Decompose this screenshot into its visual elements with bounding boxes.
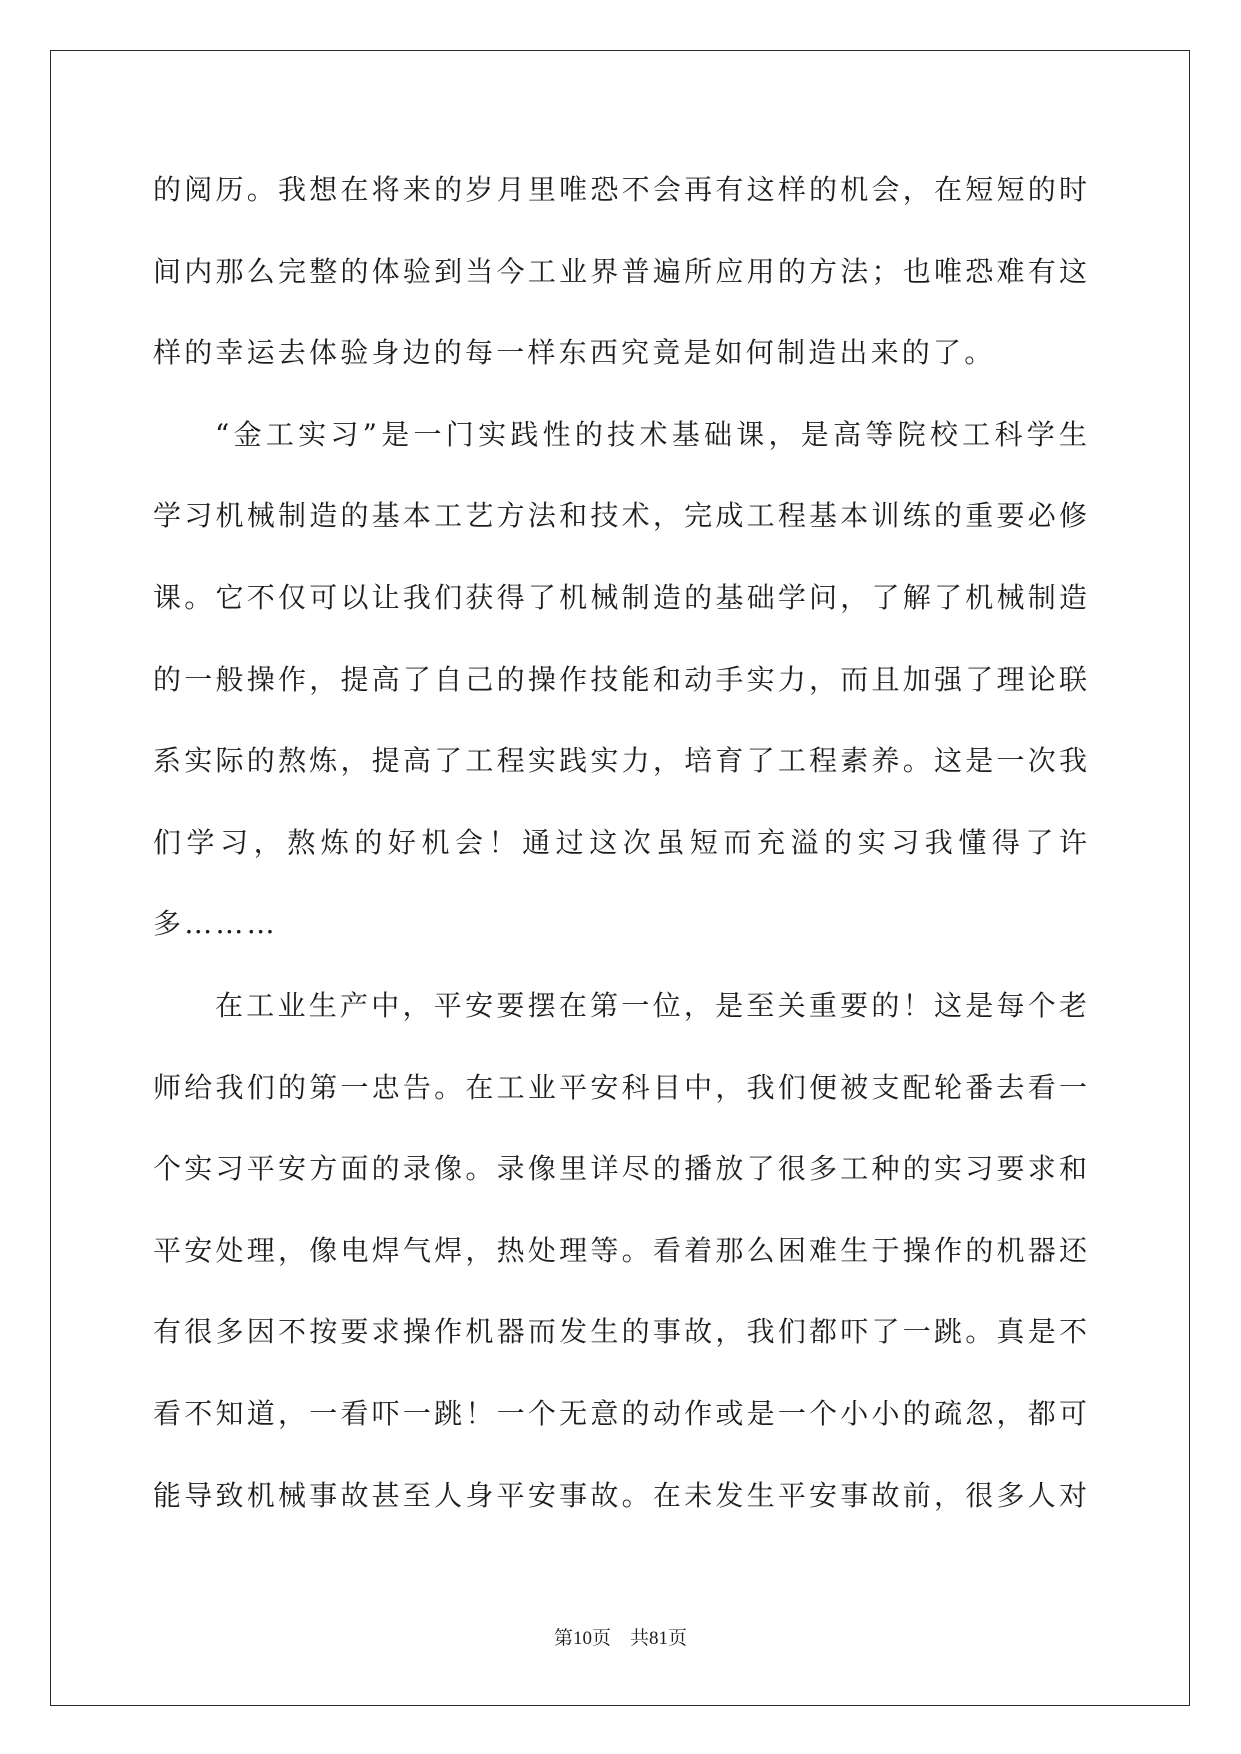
text-line: 系实际的熬炼，提高了工程实践实力，培育了工程素养。这是一次我	[153, 744, 1089, 778]
text-line: 的一般操作，提高了自己的操作技能和动手实力，而且加强了理论联	[153, 662, 1089, 696]
text-line: 样的幸运去体验身边的每一样东西究竟是如何制造出来的了。	[153, 336, 996, 370]
text-line: 课。它不仅可以让我们获得了机械制造的基础学问，了解了机械制造	[153, 580, 1089, 614]
text-line: 在工业生产中，平安要摆在第一位，是至关重要的！这是每个老	[215, 988, 1089, 1022]
text-line: 学习机械制造的基本工艺方法和技术，完成工程基本训练的重要必修	[153, 499, 1089, 533]
text-line: 个实习平安方面的录像。录像里详尽的播放了很多工种的实习要求和	[153, 1152, 1089, 1186]
document-body	[153, 149, 1089, 1536]
text-line: 们学习，熬炼的好机会！通过这次虽短而充溢的实习我懂得了许	[153, 825, 1089, 859]
text-line: 间内那么完整的体验到当今工业界普遍所应用的方法；也唯恐难有这	[153, 254, 1089, 288]
paragraph	[153, 965, 1089, 1536]
paragraph	[153, 394, 1089, 965]
page-number-footer: 第10页 共81页	[553, 1628, 687, 1649]
text-line: 平安处理，像电焊气焊，热处理等。看着那么困难生于操作的机器还	[153, 1233, 1089, 1267]
text-line: “金工实习”是一门实践性的技术基础课，是高等院校工科学生	[215, 417, 1089, 451]
paragraph	[153, 149, 1089, 394]
text-line: 师给我们的第一忠告。在工业平安科目中，我们便被支配轮番去看一	[153, 1070, 1089, 1104]
text-line: 有很多因不按要求操作机器而发生的事故，我们都吓了一跳。真是不	[153, 1315, 1089, 1349]
text-line: 的阅历。我想在将来的岁月里唯恐不会再有这样的机会，在短短的时	[153, 173, 1089, 206]
text-line: 看不知道，一看吓一跳！一个无意的动作或是一个小小的疏忽，都可	[153, 1396, 1089, 1430]
text-line: 多………	[153, 907, 278, 941]
text-line: 能导致机械事故甚至人身平安事故。在未发生平安事故前，很多人对	[153, 1478, 1089, 1512]
